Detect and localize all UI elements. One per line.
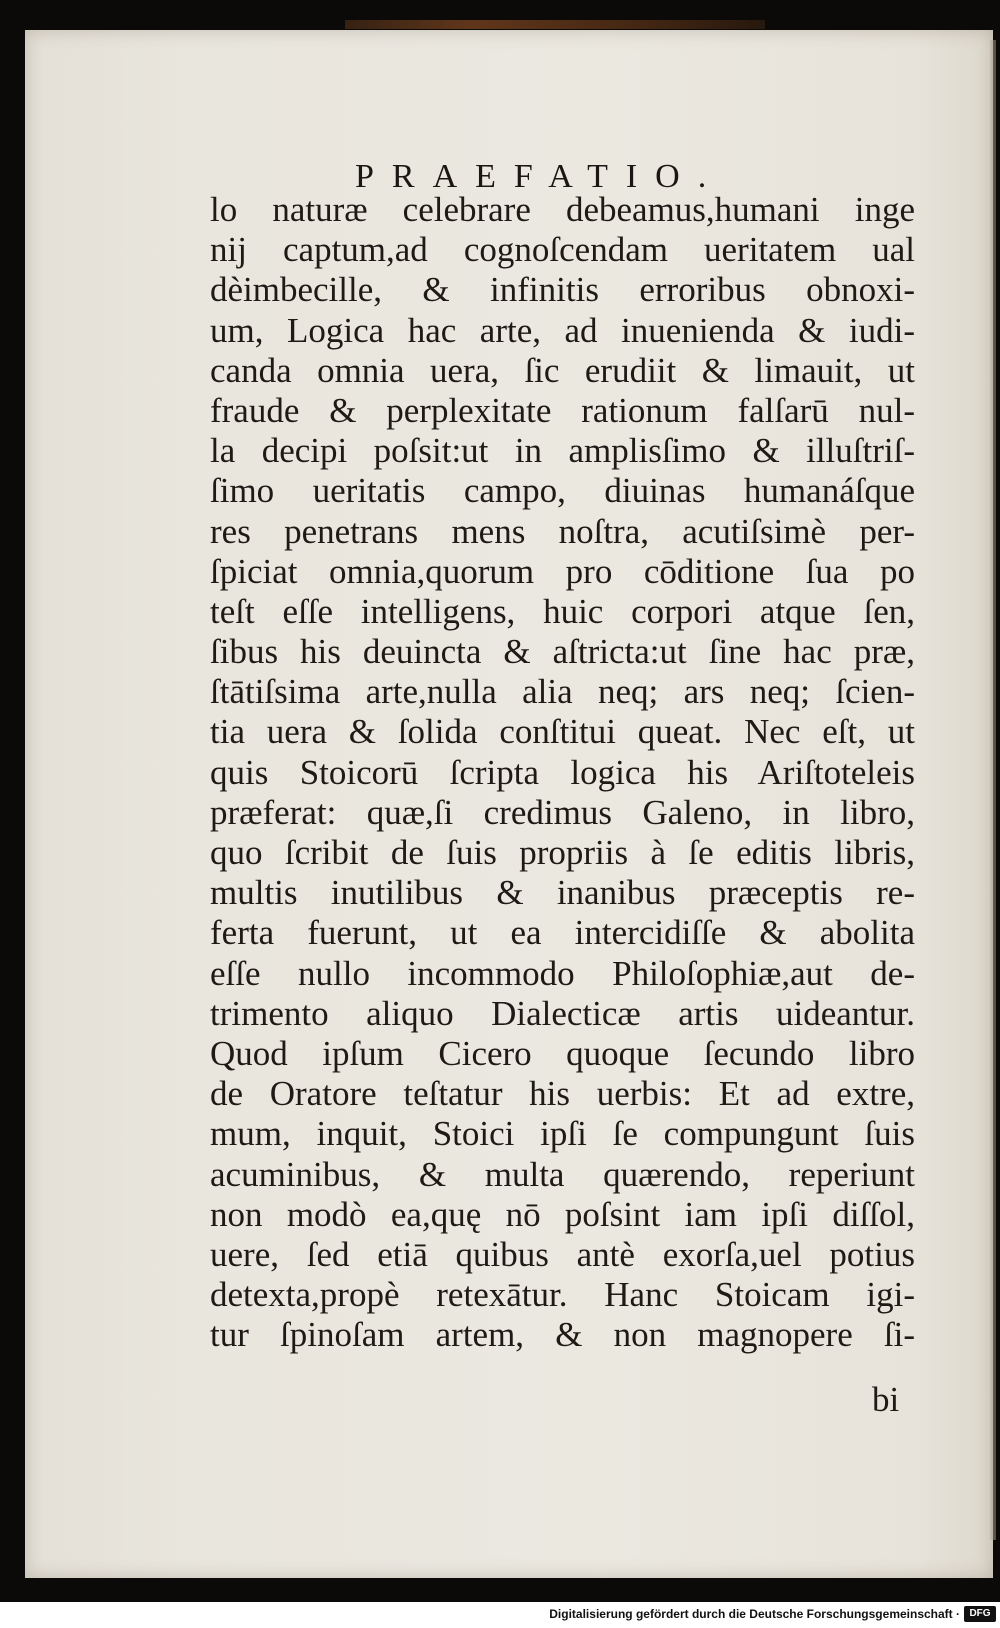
text-line: canda omnia uera, ſic erudiit & limauit, ut bbox=[210, 350, 915, 390]
text-line: um, Logica hac arte, ad inuenienda & iudi- bbox=[210, 310, 915, 350]
running-head: PRAEFATIO. bbox=[355, 158, 725, 195]
text-line: lo naturæ celebrare debeamus,humani inge bbox=[210, 190, 915, 229]
digitization-footer bbox=[0, 1602, 1000, 1628]
text-line: multis inutilibus & inanibus præceptis re- bbox=[210, 873, 915, 913]
text-line: dèimbecille, & infinitis erroribus obnoxi- bbox=[210, 270, 915, 310]
text-line: trimento aliquo Dialecticæ artis uideantur. bbox=[210, 993, 915, 1033]
text-line: tur ſpinoſam artem, & non magnopere ſi- bbox=[210, 1315, 915, 1355]
text-line: ferta fuerunt, ut ea intercidiſſe & abolita bbox=[210, 913, 915, 953]
text-line: teſt eſſe intelligens, huic corpori atque ſen, bbox=[210, 591, 915, 631]
text-line: quis Stoicorū ſcripta logica his Ariſtoteleis bbox=[210, 752, 915, 792]
text-line: non modò ea,quę nō poſsint iam ipſi diſſol, bbox=[210, 1194, 915, 1234]
text-line: uere, ſed etiā quibus antè exorſa,uel potius bbox=[210, 1234, 915, 1274]
text-line: detexta,propè retexātur. Hanc Stoicam igi- bbox=[210, 1275, 915, 1315]
text-line: tia uera & ſolida conſtitui queat. Nec eſt, ut bbox=[210, 712, 915, 752]
text-line: ſpiciat omnia,quorum pro cōditione ſua po bbox=[210, 551, 915, 591]
text-line: Quod ipſum Cicero quoque ſecundo libro bbox=[210, 1033, 915, 1073]
text-line: ſimo ueritatis campo, diuinas humanáſque bbox=[210, 471, 915, 511]
footer-credit: Digitalisierung gefördert durch die Deutsche Forschungsgemeinschaft · bbox=[549, 1607, 960, 1621]
text-line: quo ſcribit de ſuis propriis à ſe editis libris, bbox=[210, 833, 915, 872]
text-line: ſtātiſsima arte,nulla alia neq; ars neq; ſcien- bbox=[210, 672, 915, 712]
text-line: res penetrans mens noſtra, acutiſsimè per- bbox=[210, 511, 915, 551]
text-line: ſibus his deuincta & aſtricta:ut ſine hac præ, bbox=[210, 632, 915, 672]
dfg-logo: DFG bbox=[964, 1606, 996, 1622]
text-line: la decipi poſsit:ut in amplisſimo & illuſtriſ- bbox=[210, 431, 915, 471]
text-line: nij captum,ad cognoſcendam ueritatem ual bbox=[210, 230, 915, 270]
book-edge-top bbox=[345, 20, 765, 29]
text-line: eſſe nullo incommodo Philoſophiæ,aut de- bbox=[210, 953, 915, 993]
catchword: bi bbox=[872, 1380, 900, 1419]
text-line: mum, inquit, Stoici ipſi ſe compungunt ſuis bbox=[210, 1114, 915, 1154]
text-line: præferat: quæ,ſi credimus Galeno, in libro, bbox=[210, 792, 915, 832]
text-line: de Oratore teſtatur his uerbis: Et ad extre, bbox=[210, 1074, 915, 1114]
text-line: acuminibus, & multa quærendo, reperiunt bbox=[210, 1154, 915, 1194]
text-line: fraude & perplexitate rationum falſarū nul- bbox=[210, 390, 915, 430]
book-edge-right bbox=[990, 40, 996, 1540]
body-text bbox=[210, 190, 915, 1355]
